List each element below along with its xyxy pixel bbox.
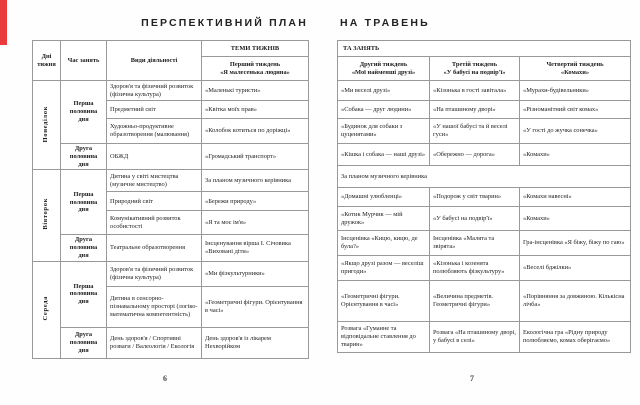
day-cell-wednesday [33, 261, 61, 358]
plan-table-right-page [337, 40, 631, 353]
table-row [338, 322, 631, 353]
week3-header-line1: Третій тиждень [451, 60, 498, 68]
time-cell-first-half: Перша половина дня [61, 81, 107, 144]
theme-cell-week3: «У нашої бабусі та й веселі гуси» [430, 119, 520, 144]
theme-cell-week4: «Комахи» [520, 207, 631, 231]
theme-cell: «Бережи природу» [202, 192, 309, 211]
plan-table-left-page [32, 40, 309, 359]
table-row [33, 261, 309, 286]
time-cell-first-half: Перша половина дня [61, 170, 107, 235]
theme-cell-week2: Розвага «Гуманне та відповідальне ставлення до тварин» [338, 322, 430, 353]
time-cell-second-half: Друга половина дня [61, 144, 107, 170]
activity-cell: День здоров'я / Спортивні розваги / Валеологія / Екологія [107, 327, 202, 358]
week1-header-line1: Перший тиждень [229, 60, 281, 68]
theme-cell-week3: «Кізонька в гості завітала» [430, 81, 520, 101]
table-header-row [338, 57, 631, 81]
themes-header: ТЕМИ ТИЖНІВ [202, 41, 309, 57]
week1-header [202, 57, 309, 81]
day-label: Понеділок [42, 105, 50, 143]
table-row [338, 101, 631, 119]
activity-cell: Комунікативний розвиток особистості [107, 211, 202, 235]
activity-cell: Дитина в сенсорно-пізнавальному просторі (логіко-математична компетентність) [107, 286, 202, 327]
theme-cell-week4: «У гості до жучка сонечка» [520, 119, 631, 144]
activity-cell: Здоров'я та фізичний розвиток (фізична культура) [107, 261, 202, 286]
theme-cell-week3: Розвага «На пташиному дворі, у бабусі в селі» [430, 322, 520, 353]
table-row [33, 327, 309, 358]
week1-header-line2: «Я малесенька людина» [220, 68, 290, 76]
column-header-time: Час занять [61, 41, 107, 81]
theme-cell-week2: «Домашні улюбленці» [338, 188, 430, 207]
table-row [338, 231, 631, 256]
week3-header-line2: «У бабусі на подвір'ї» [443, 68, 506, 76]
theme-cell-week2: Інсценівка «Кицю, кицю, де була?» [338, 231, 430, 256]
table-row [338, 144, 631, 166]
page-title-right: НА ТРАВЕНЬ [340, 17, 430, 29]
theme-cell-week4: «Комахи» [520, 144, 631, 166]
table-row [338, 119, 631, 144]
table-row [33, 144, 309, 170]
theme-cell-week2: «Ми веселі друзі» [338, 81, 430, 101]
column-header-activity: Види діяльності [107, 41, 202, 81]
theme-cell-week2: «Котик Мурчик — мій дружок» [338, 207, 430, 231]
time-cell-second-half: Друга половина дня [61, 235, 107, 261]
column-header-days: Дні тижня [33, 41, 61, 81]
theme-cell-week4: «Комахи навесні» [520, 188, 631, 207]
week3-header [430, 57, 520, 81]
table-row [338, 81, 631, 101]
week4-header [520, 57, 631, 81]
activity-cell: Предметний світ [107, 101, 202, 119]
table-row [338, 207, 631, 231]
day-label: Середа [42, 296, 50, 321]
theme-cell-week4: «Веселі бджілки» [520, 256, 631, 281]
day-cell-tuesday [33, 170, 61, 261]
theme-cell-week4: «Порівняння за довжиною. Кількісна лічба» [520, 281, 631, 322]
table-row [33, 170, 309, 192]
theme-cell-week2: «Собака — друг людини» [338, 101, 430, 119]
theme-cell-week2: «Геометричні фігури. Орієнтування в часі» [338, 281, 430, 322]
theme-cell: «Я та моє ім'я» [202, 211, 309, 235]
day-label: Вівторок [42, 198, 50, 231]
red-bookmark-mark [0, 0, 7, 45]
week4-header-line2: «Комахи» [560, 68, 590, 76]
week4-header-line1: Четвертий тиждень [546, 60, 604, 68]
theme-cell-week3: «Величина предметів. Геометричні фігури» [430, 281, 520, 322]
theme-cell: «Громадський транспорт» [202, 144, 309, 170]
activity-cell: Художньо-продуктивне образотворення (малювання) [107, 119, 202, 144]
theme-cell: Інсценування вірша І. Січовика «Виховані діти» [202, 235, 309, 261]
theme-cell-week3: Інсценівка «Малята та звірята» [430, 231, 520, 256]
activity-cell: Театральне образотворення [107, 235, 202, 261]
week2-header-line1: Другий тиждень [359, 60, 408, 68]
table-row [338, 256, 631, 281]
theme-cell-span: За планом музичного керівника [338, 166, 631, 188]
day-cell-monday [33, 81, 61, 170]
themes-header-continuation: ТА ЗАНЯТЬ [338, 41, 631, 57]
activity-cell: Природний світ [107, 192, 202, 211]
theme-cell-week4: «Різноманітний світ комах» [520, 101, 631, 119]
time-cell-second-half: Друга половина дня [61, 327, 107, 358]
theme-cell-week2: «Якщо друзі разом — веселіш пригоди» [338, 256, 430, 281]
week2-header-line2: «Мої найменші друзі» [351, 68, 416, 76]
table-row [338, 281, 631, 322]
week2-header [338, 57, 430, 81]
table-row [338, 188, 631, 207]
activity-cell: Дитина у світі мистецтва (музичне мистецтво) [107, 170, 202, 192]
time-cell-first-half: Перша половина дня [61, 261, 107, 327]
theme-cell: «Ми фізкультурники» [202, 261, 309, 286]
table-header-row [33, 41, 309, 57]
theme-cell-week3: «Обережно — дорога» [430, 144, 520, 166]
theme-cell-week2: «Будинок для собаки з цуценятами» [338, 119, 430, 144]
theme-cell: День здоров'я із лікарем Нехворійком [202, 327, 309, 358]
activity-cell: Здоров'я та фізичний розвиток (фізична культура) [107, 81, 202, 101]
page-number-right: 7 [470, 374, 474, 383]
table-header-row [338, 41, 631, 57]
theme-cell: «Квітка моїх прав» [202, 101, 309, 119]
theme-cell: «Геометричні фігури. Орієнтування в часі» [202, 286, 309, 327]
table-row [33, 81, 309, 101]
theme-cell: За планом музичного керівника [202, 170, 309, 192]
theme-cell-week4: Гра-інсценівка «Я біжу, біжу по гаю» [520, 231, 631, 256]
theme-cell-week4: Екологічна гра «Рідну природу полюбляємо, комах оберігаємо» [520, 322, 631, 353]
theme-cell: «Колобок котиться по доріжці» [202, 119, 309, 144]
theme-cell-week2: «Кішка і собака — наші друзі» [338, 144, 430, 166]
activity-cell: ОБЖД [107, 144, 202, 170]
theme-cell-week3: «У бабусі на подвір'ї» [430, 207, 520, 231]
page-number-left: 6 [163, 374, 167, 383]
table-row [338, 166, 631, 188]
theme-cell-week3: «Подорож у світ тварин» [430, 188, 520, 207]
theme-cell-week3: «Кізонька і козенята полюбляють фізкультуру» [430, 256, 520, 281]
theme-cell-week4: «Мурахи-будівельники» [520, 81, 631, 101]
table-row [33, 235, 309, 261]
theme-cell-week3: «На пташиному дворі» [430, 101, 520, 119]
page-title-left: ПЕРСПЕКТИВНИЙ ПЛАН [141, 17, 308, 29]
theme-cell: «Маленькі туристи» [202, 81, 309, 101]
